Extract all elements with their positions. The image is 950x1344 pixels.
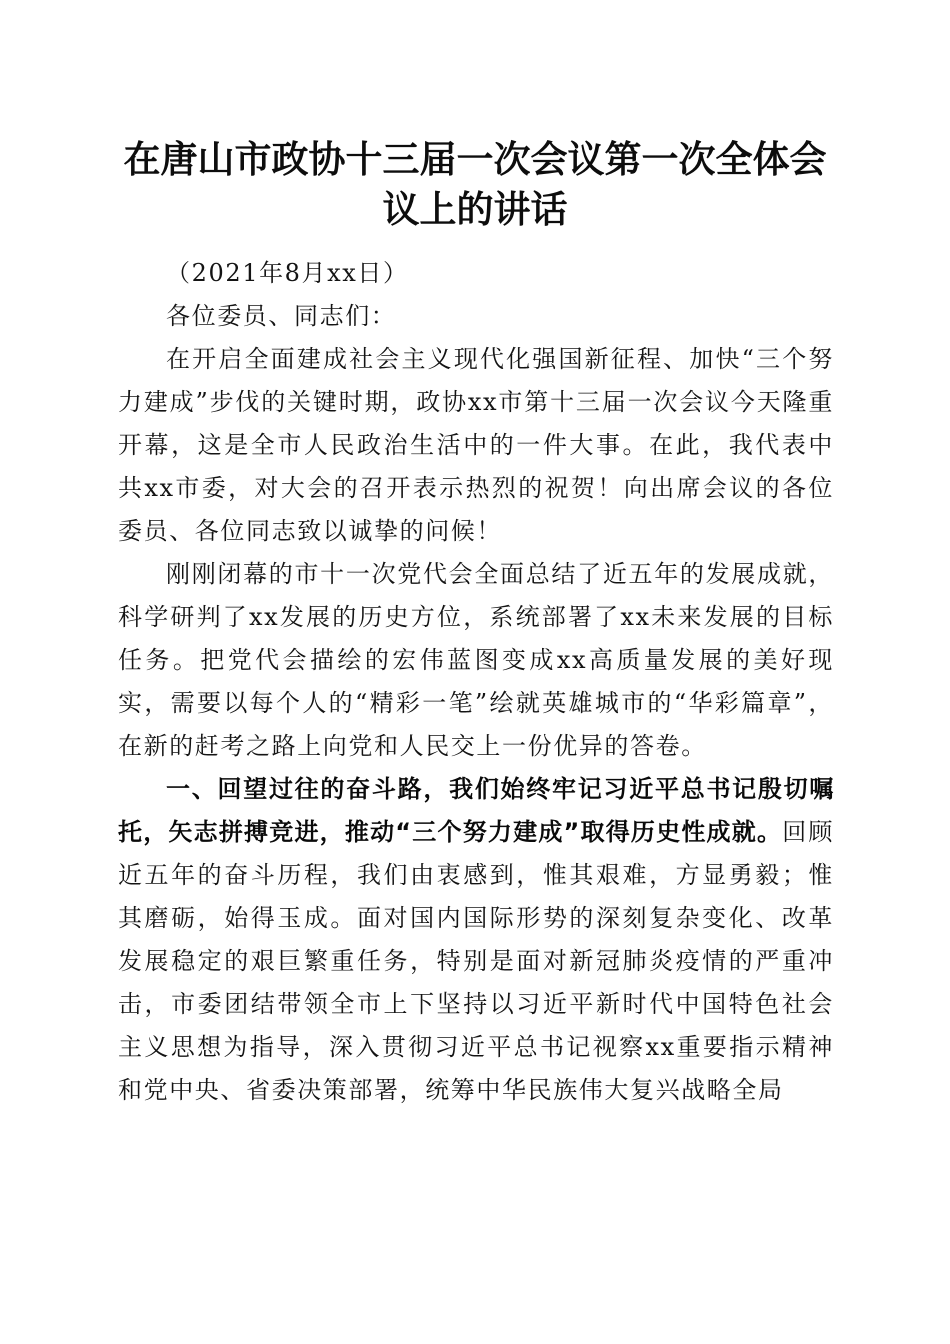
speech-date: （2021年8月xx日） <box>166 259 409 287</box>
paragraph-opening: 在开启全面建成社会主义现代化强国新征程、加快“三个努力建成”步伐的关键时期，政协xx市第十三届一次会议今天隆重开幕，这是全市人民政治生活中的一件大事。在此，我代表中共xx市委，对大会的召开表示热烈的祝贺！向出席会议的各位委员、各位同志致以诚挚的问候！ <box>118 345 834 545</box>
section-one-paragraph <box>118 768 834 1112</box>
document-body <box>118 252 834 1112</box>
paragraph-party-congress: 刚刚闭幕的市十一次党代会全面总结了近五年的发展成就，科学研判了xx发展的历史方位，系统部署了xx未来发展的目标任务。把党代会描绘的宏伟蓝图变成xx高质量发展的美好现实，需要以每个人的“精彩一笔”绘就英雄城市的“华彩篇章”，在新的赶考之路上向党和人民交上一份优异的答卷。 <box>118 560 834 760</box>
salutation: 各位委员、同志们： <box>166 302 397 330</box>
document-title: 在唐山市政协十三届一次会议第一次全体会议上的讲话 <box>123 137 827 231</box>
section-one-heading: 一、回望过往的奋斗路，我们始终牢记习近平总书记殷切嘱托，矢志拼搏竞进，推动“三个努力建成”取得历史性成就。 <box>118 775 834 846</box>
section-one-text: 回顾近五年的奋斗历程，我们由衷感到，惟其艰难，方显勇毅；惟其磨砺，始得玉成。面对国内国际形势的深刻复杂变化、改革发展稳定的艰巨繁重任务，特别是面对新冠肺炎疫情的严重冲击，市委团结带领全市上下坚持以习近平新时代中国特色社会主义思想为指导，深入贯彻习近平总书记视察xx重要指示精神和党中央、省委决策部署，统筹中华民族伟大复兴战略全局 <box>118 818 834 1104</box>
